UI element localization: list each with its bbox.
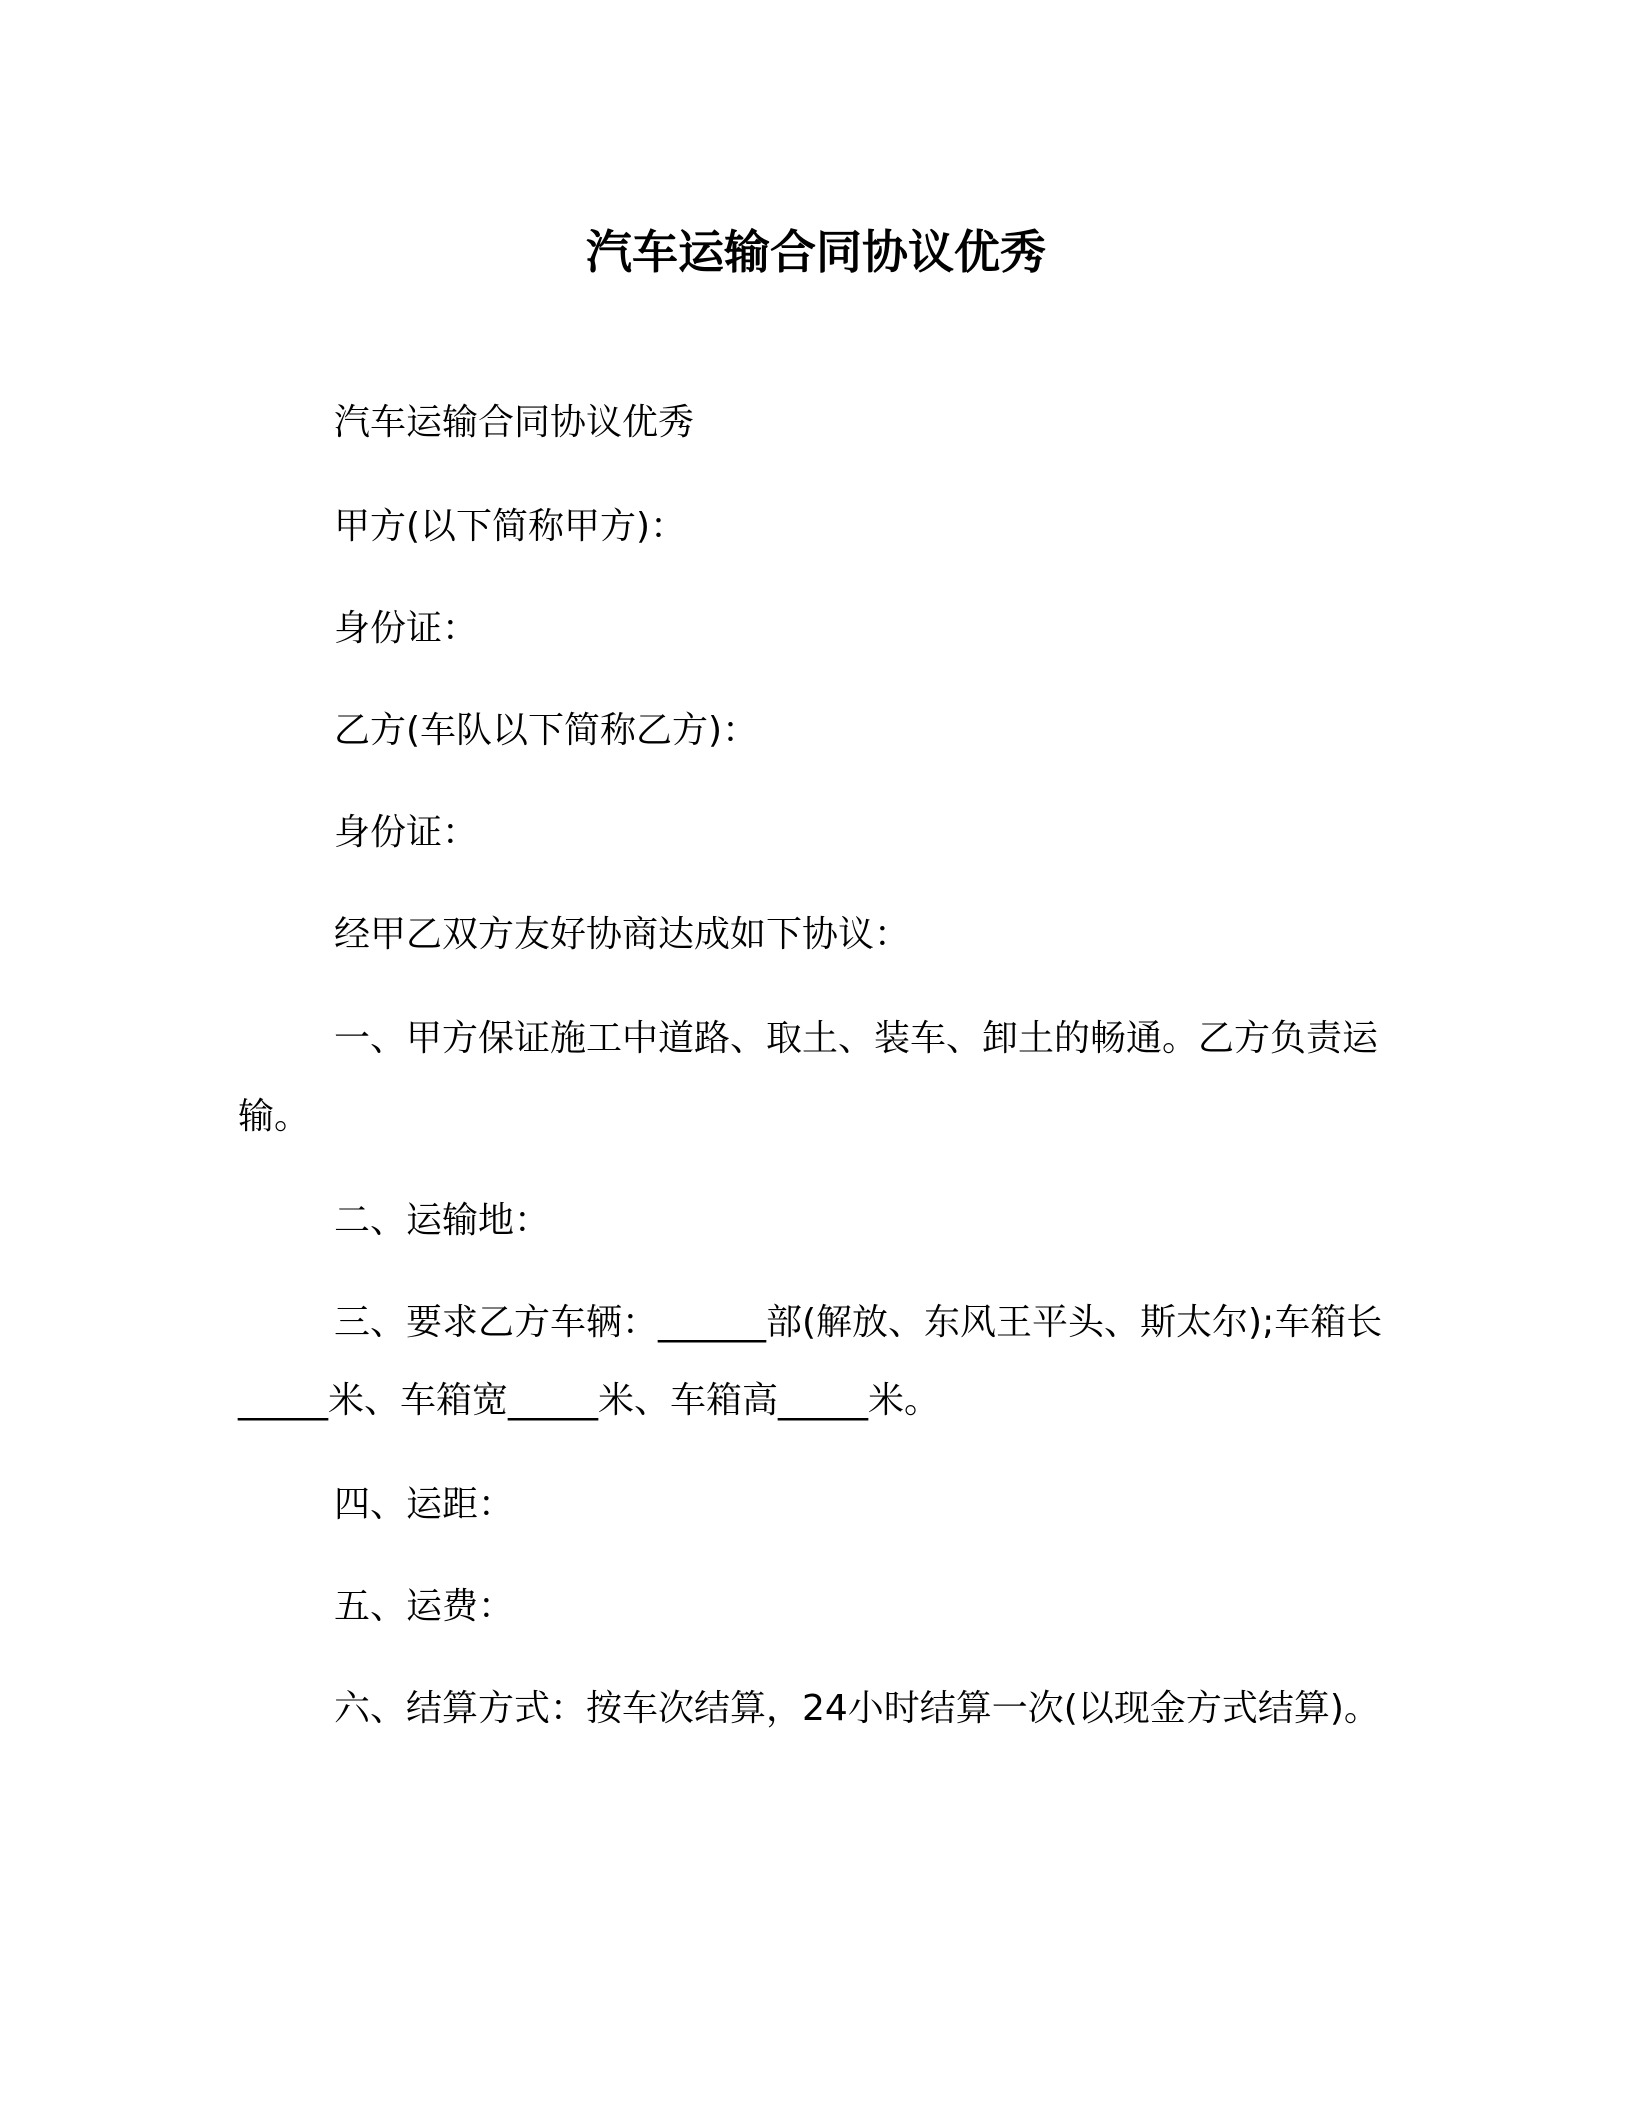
paragraph-party-a: 甲方(以下简称甲方)： [334,506,687,547]
paragraph-party-a-id: 身份证： [334,608,479,649]
clause-2: 二、运输地： [334,1200,551,1241]
clause-3: 三、要求乙方车辆：______部(解放、东风王平头、斯太尔);车箱长_____米、车箱宽_____米、车箱高_____米。 [238,1302,1383,1421]
paragraph-agreement-intro: 经甲乙双方友好协商达成如下协议： [334,914,911,955]
paragraph-subtitle: 汽车运输合同协议优秀 [334,402,695,443]
paragraph-party-b-id: 身份证： [334,812,479,853]
clause-1: 一、甲方保证施工中道路、取土、装车、卸土的畅通。乙方负责运输。 [238,1018,1379,1137]
document-title: 汽车运输合同协议优秀 [586,225,1046,279]
paragraph-party-b: 乙方(车队以下简称乙方)： [334,710,759,751]
clause-6: 六、结算方式：按车次结算，24小时结算一次(以现金方式结算)。 [334,1688,1380,1729]
clause-5: 五、运费： [334,1586,515,1627]
clause-4: 四、运距： [334,1484,515,1525]
